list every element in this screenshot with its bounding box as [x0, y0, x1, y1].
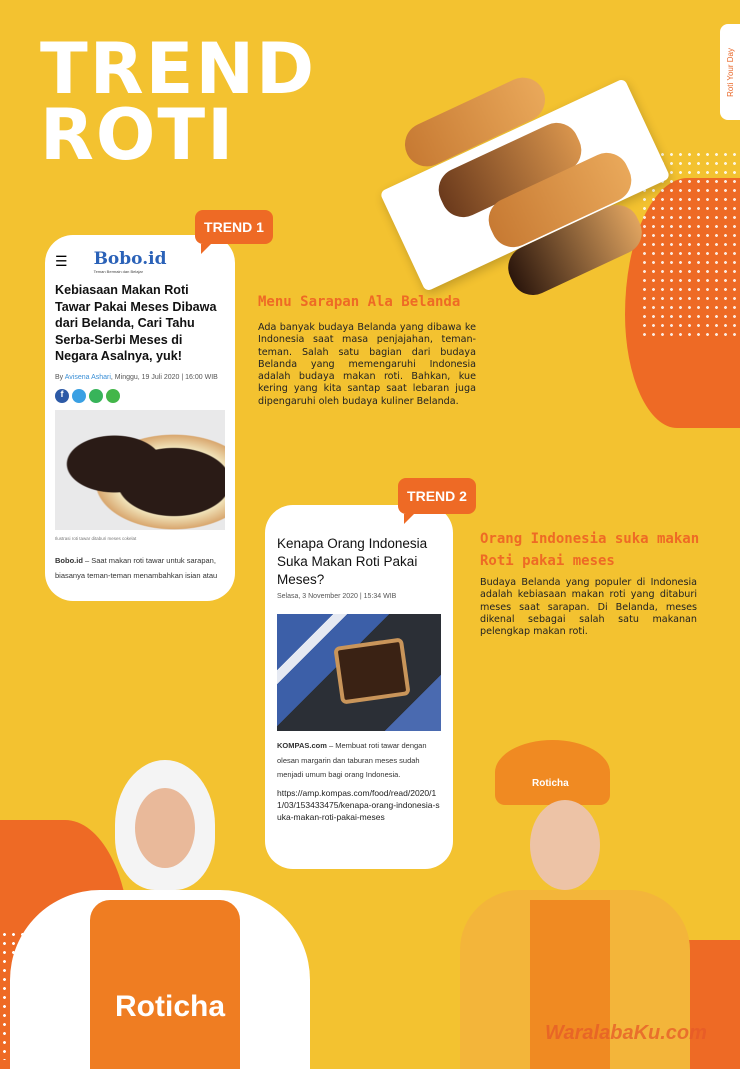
trend2-tag: TREND 2	[398, 478, 476, 514]
source-name: KOMPAS.com	[277, 741, 327, 750]
bobo-logo: Bobo.id	[93, 249, 167, 269]
trend2-heading: Orang Indonesia suka makan Roti pakai meses	[480, 531, 700, 569]
hamburger-icon[interactable]: ☰	[55, 253, 68, 269]
presenter-left-photo	[10, 760, 310, 1069]
excerpt-text: – Saat makan roti tawar untuk sarapan, biasanya teman-teman menambahkan isian atau	[55, 555, 218, 580]
byline-prefix: By	[55, 373, 65, 381]
trend1-headline[interactable]: Kebiasaan Makan Roti Tawar Pakai Meses Dibawa dari Belanda, Cari Tahu Serba-Serbi Meses di Negara Asalnya, yuk!	[55, 283, 217, 363]
trend2-date: Selasa, 3 November 2020 | 15:34 WIB	[277, 593, 397, 600]
side-tab	[720, 24, 740, 120]
twitter-icon[interactable]	[72, 389, 86, 403]
presenter-right-photo	[410, 740, 730, 1069]
hat-brand-logo: Roticha	[532, 778, 569, 789]
trend2-headline[interactable]: Kenapa Orang Indonesia Suka Makan Roti Pakai Meses?	[277, 536, 428, 587]
bread-plate-photo	[370, 60, 680, 290]
trend1-byline	[55, 374, 225, 381]
face-shape	[530, 800, 600, 890]
author-link[interactable]: Avisena Ashari	[64, 373, 111, 381]
logo-tagline: Teman Bermain dan Belajar	[93, 269, 143, 274]
meses-bread-photo	[55, 410, 225, 530]
article-url[interactable]: https://amp.kompas.com/food/read/2020/11/03/153433475/kenapa-orang-indonesia-suka-makan-roti-pakai-meses	[277, 787, 440, 822]
watermark: WaralabaKu.com	[545, 1022, 707, 1044]
share-buttons	[55, 389, 225, 403]
trend2-body: Budaya Belanda yang populer di Indonesia adalah kebiasaan makan roti yang ditaburi meses saat sarapan. Di Belanda, meses dikenal sebagai salah satu makanan pelengkap makan roti.	[480, 577, 697, 638]
face-shape	[135, 788, 195, 868]
facebook-icon[interactable]: f	[55, 389, 69, 403]
page-title	[40, 28, 317, 176]
meses-toast-photo	[277, 614, 441, 731]
photo-caption: Ilustrasi roti tawar ditaburi meses cokelat	[55, 535, 137, 541]
apron-shape	[90, 900, 240, 1069]
trend1-heading: Menu Sarapan Ala Belanda	[258, 294, 461, 310]
source-name: Bobo.id	[55, 555, 83, 565]
trend1-excerpt	[55, 553, 225, 583]
side-tab-label: Roti Your Day	[725, 47, 735, 97]
title-line-1: TREND	[40, 28, 317, 110]
excerpt-text: – Membuat roti tawar dengan olesan margarin dan taburan meses sudah menjadi umum bagi orang Indonesia.	[277, 741, 427, 779]
trend1-tag: TREND 1	[195, 210, 273, 244]
chef-hat-shape	[495, 740, 610, 805]
apron-brand-logo: Roticha	[115, 990, 226, 1023]
publish-date: , Minggu, 19 Juli 2020 | 16:00 WIB	[110, 373, 218, 381]
line-icon[interactable]	[106, 389, 120, 403]
trend1-article-card[interactable]	[45, 235, 235, 601]
meses-toast-shape	[333, 637, 410, 704]
trend1-body: Ada banyak budaya Belanda yang dibawa ke Indonesia saat masa penjajahan, teman-teman. Salah satu bagian dari budaya Belanda yang memengaruhi Indonesia adalah budaya makan roti. Bahkan, kue kering yang kita santap saat lebaran juga dipengaruhi oleh budaya kuliner Belanda.	[258, 322, 476, 407]
whatsapp-icon[interactable]	[89, 389, 103, 403]
title-line-2: ROTI	[40, 94, 236, 176]
